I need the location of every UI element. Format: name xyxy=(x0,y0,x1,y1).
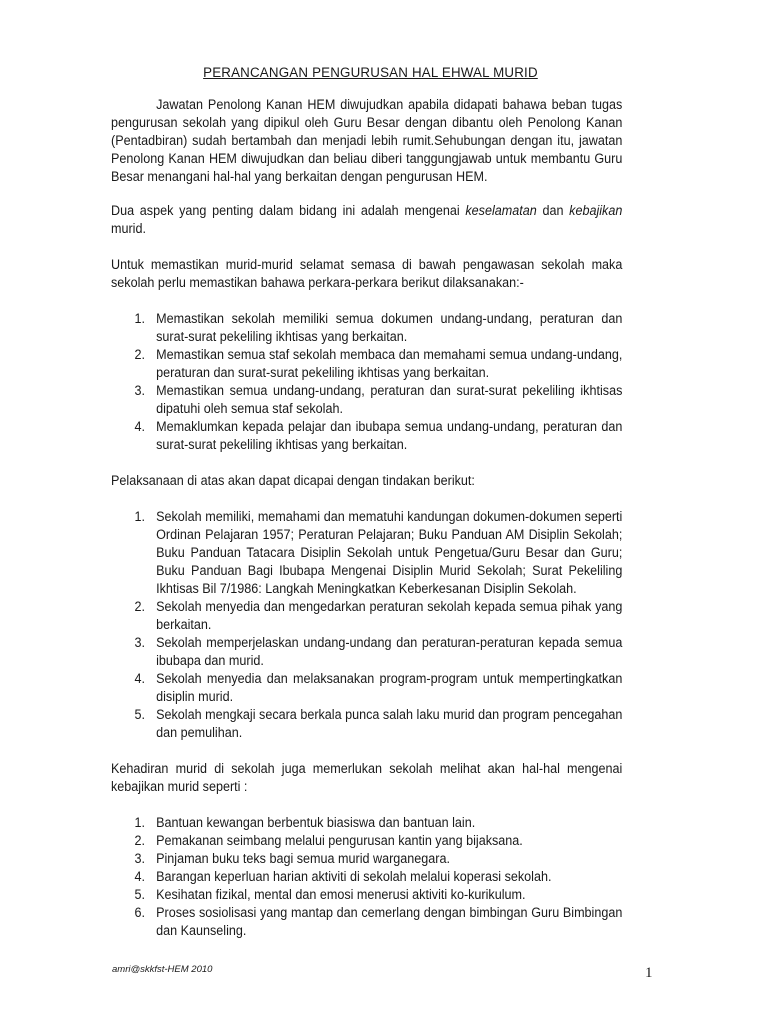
welfare-intro: Kehadiran murid di sekolah juga memerlukan sekolah melihat akan hal-hal mengenai kebajikan murid seperti : xyxy=(111,761,623,794)
list-text: Sekolah memperjelaskan undang-undang dan peraturan-peraturan kepada semua ibubapa dan murid. xyxy=(156,635,623,668)
list-text: Memastikan semua undang-undang, peraturan dan surat-surat pekeliling ikhtisas dipatuhi oleh semua staf sekolah. xyxy=(156,383,623,416)
list-number: 3. xyxy=(134,635,146,650)
list-item xyxy=(111,850,622,868)
list-item xyxy=(111,598,622,634)
list-item xyxy=(111,814,622,832)
list-item xyxy=(111,382,622,418)
safety-list xyxy=(111,310,622,454)
list-text: Pinjaman buku teks bagi semua murid warganegara. xyxy=(156,851,450,866)
list-number: 2. xyxy=(134,347,146,362)
welfare-list xyxy=(111,814,622,940)
list-text: Bantuan kewangan berbentuk biasiswa dan bantuan lain. xyxy=(156,815,476,830)
list-item xyxy=(111,868,622,886)
list-text: Memaklumkan kepada pelajar dan ibubapa semua undang-undang, peraturan dan surat-surat pekeliling ikhtisas yang berkaitan. xyxy=(156,419,623,452)
list-number: 1. xyxy=(134,311,146,326)
list-text: Proses sosiolisasi yang mantap dan cemerlang dengan bimbingan Guru Bimbingan dan Kaunseling. xyxy=(156,905,623,938)
list-number: 5. xyxy=(134,707,146,722)
safety-intro: Untuk memastikan murid-murid selamat semasa di bawah pengawasan sekolah maka sekolah perlu memastikan bahawa perkara-perkara berikut dilaksanakan:- xyxy=(111,257,623,290)
list-text: Sekolah memiliki, memahami dan mematuhi kandungan dokumen-dokumen seperti Ordinan Pelajaran 1957; Peraturan Pelajaran; Buku Panduan AM Disiplin Sekolah; Buku Panduan Tatacara Disiplin Sekolah untuk Pengetua/Guru Besar dan Guru; Buku Panduan Bagi Ibubapa Mengenai Disiplin Murid Sekolah; Surat Pekeliling Ikhtisas Bil 7/1986: Langkah Meningkatkan Keberkesanan Disiplin Sekolah. xyxy=(156,509,623,596)
list-item xyxy=(111,508,622,598)
page-number: 1 xyxy=(645,965,653,981)
list-item xyxy=(111,706,622,742)
aspects-paragraph xyxy=(111,202,622,238)
list-number: 3. xyxy=(134,851,146,866)
list-number: 2. xyxy=(134,833,146,848)
aspects-suffix: murid. xyxy=(111,221,146,236)
implementation-intro: Pelaksanaan di atas akan dapat dicapai dengan tindakan berikut: xyxy=(111,473,475,488)
aspect-term-welfare: kebajikan xyxy=(569,203,623,218)
implementation-list xyxy=(111,508,622,742)
list-text: Sekolah menyedia dan mengedarkan peraturan sekolah kepada semua pihak yang berkaitan. xyxy=(156,599,623,632)
aspects-prefix: Dua aspek yang penting dalam bidang ini adalah mengenai xyxy=(111,203,466,218)
list-item xyxy=(111,310,622,346)
list-number: 4. xyxy=(134,671,146,686)
list-text: Memastikan semua staf sekolah membaca dan memahami semua undang-undang, peraturan dan surat-surat pekeliling ikhtisas yang berkaitan. xyxy=(156,347,623,380)
list-text: Memastikan sekolah memiliki semua dokumen undang-undang, peraturan dan surat-surat pekeliling ikhtisas yang berkaitan. xyxy=(156,311,623,344)
list-text: Barangan keperluan harian aktiviti di sekolah melalui koperasi sekolah. xyxy=(156,869,552,884)
list-item xyxy=(111,418,622,454)
list-item xyxy=(111,634,622,670)
document-page xyxy=(111,64,622,940)
list-item xyxy=(111,886,622,904)
list-number: 6. xyxy=(134,905,146,920)
list-number: 3. xyxy=(134,383,146,398)
list-number: 2. xyxy=(134,599,146,614)
list-item xyxy=(111,670,622,706)
list-item xyxy=(111,832,622,850)
list-text: Pemakanan seimbang melalui pengurusan kantin yang bijaksana. xyxy=(156,833,523,848)
list-number: 1. xyxy=(134,509,146,524)
document-title: PERANCANGAN PENGURUSAN HAL EHWAL MURID xyxy=(203,65,538,81)
list-number: 1. xyxy=(134,815,146,830)
list-item xyxy=(111,346,622,382)
list-text: Kesihatan fizikal, mental dan emosi menerusi aktiviti ko-kurikulum. xyxy=(156,887,526,902)
list-number: 4. xyxy=(134,869,146,884)
intro-paragraph: Jawatan Penolong Kanan HEM diwujudkan apabila didapati bahawa beban tugas pengurusan sekolah yang dipikul oleh Guru Besar dengan dibantu oleh Penolong Kanan (Pentadbiran) sudah bertambah dan menjadi lebih rumit.Sehubungan dengan itu, jawatan Penolong Kanan HEM diwujudkan dan beliau diberi tanggungjawab untuk membantu Guru Besar menangani hal-hal yang berkaitan dengan pengurusan HEM. xyxy=(111,97,623,184)
list-number: 5. xyxy=(134,887,146,902)
list-item xyxy=(111,904,622,940)
aspects-middle: dan xyxy=(536,203,570,218)
list-text: Sekolah mengkaji secara berkala punca salah laku murid dan program pencegahan dan pemulihan. xyxy=(156,707,623,740)
aspect-term-safety: keselamatan xyxy=(465,203,537,218)
list-text: Sekolah menyedia dan melaksanakan program-program untuk mempertingkatkan disiplin murid. xyxy=(156,671,623,704)
list-number: 4. xyxy=(134,419,146,434)
footer-author: amri@skkfst-HEM 2010 xyxy=(112,964,213,975)
